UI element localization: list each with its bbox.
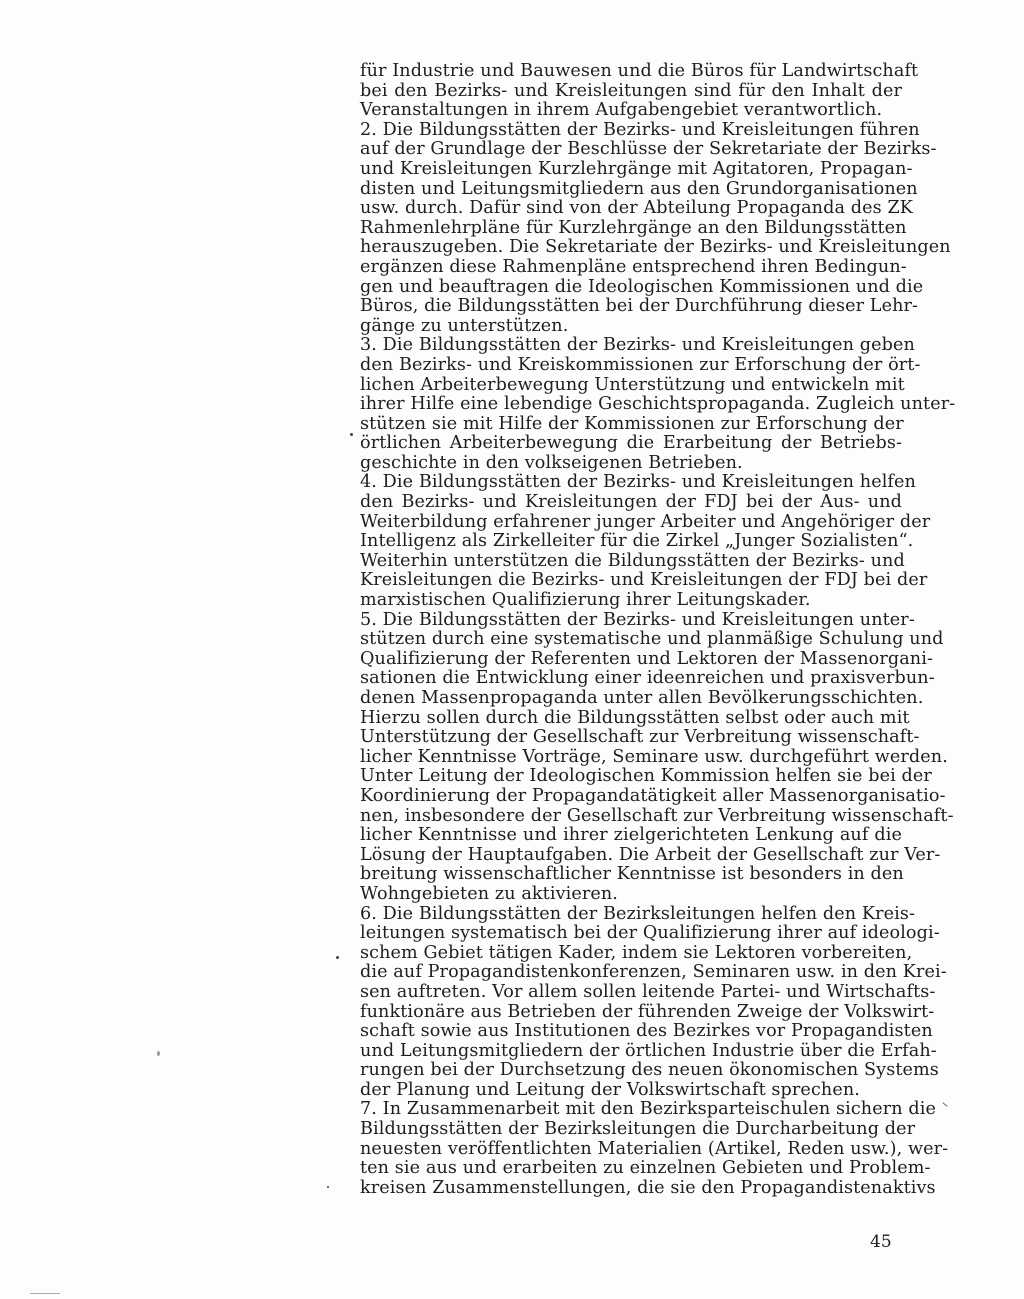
text-line: lichen Arbeiterbewegung Unterstützung und entwickeln mit [360, 374, 905, 395]
scan-mark [942, 1102, 947, 1107]
text-line: schem Gebiet tätigen Kader, indem sie Lektoren vorbereiten, [360, 942, 913, 963]
paragraph-item-5 [360, 609, 954, 905]
text-line: disten und Leitungsmitgliedern aus den Grundorganisationen [360, 178, 918, 199]
body-text [360, 61, 956, 1198]
text-line: bei den Bezirks- und Kreisleitungen sind für den Inhalt der [360, 80, 902, 101]
scan-speck [350, 433, 353, 436]
text-line: sationen die Entwicklung einer ideenreichen und praxisverbun- [360, 668, 935, 689]
text-line: funktionäre aus Betrieben der führenden Zweige der Volkswirt- [360, 1001, 935, 1022]
paragraph-item-7 [360, 1099, 949, 1198]
text-line: breitung wissenschaftlicher Kenntnisse ist besonders in den [360, 864, 904, 885]
page-number: 45 [870, 1232, 892, 1252]
text-line: Weiterhin unterstützen die Bildungsstätten der Bezirks- und [360, 550, 905, 571]
text-line: ihrer Hilfe eine lebendige Geschichtspropaganda. Zugleich unter- [360, 394, 956, 415]
text-line: den Bezirks- und Kreisleitungen der FDJ bei der Aus- und [360, 492, 902, 513]
text-line: geschichte in den volkseigenen Betrieben. [360, 452, 743, 473]
text-line: Hierzu sollen durch die Bildungsstätten selbst oder auch mit [360, 707, 910, 728]
text-line: licher Kenntnisse und ihrer zielgerichteten Lenkung auf die [360, 825, 902, 846]
text-line: leitungen systematisch bei der Qualifizierung ihrer auf ideologi- [360, 923, 940, 944]
text-line: den Bezirks- und Kreiskommissionen zur Erforschung der ört- [360, 354, 921, 375]
text-line: marxistischen Qualifizierung ihrer Leitungskader. [360, 590, 811, 611]
text-line: herauszugeben. Die Sekretariate der Bezirks- und Kreisleitungen [360, 237, 951, 258]
text-line: stützen sie mit Hilfe der Kommissionen zur Erforschung der [360, 413, 904, 434]
text-line: 7. In Zusammenarbeit mit den Bezirksparteischulen sichern die [360, 1099, 936, 1120]
scan-speck [336, 956, 339, 959]
text-line: 3. Die Bildungsstätten der Bezirks- und Kreisleitungen geben [360, 335, 915, 356]
text-line: usw. durch. Dafür sind von der Abteilung Propaganda des ZK [360, 198, 914, 219]
text-line: neuesten veröffentlichten Materialien (Artikel, Reden usw.), wer- [360, 1138, 949, 1159]
scan-mark [30, 1293, 60, 1294]
text-line: denen Massenpropaganda unter allen Bevölkerungsschichten. [360, 688, 924, 708]
text-line: 5. Die Bildungsstätten der Bezirks- und Kreisleitungen unter- [360, 609, 915, 630]
text-line: und Leitungsmitgliedern der örtlichen Industrie über die Erfah- [360, 1040, 937, 1061]
text-line: 2. Die Bildungsstätten der Bezirks- und Kreisleitungen führen [360, 119, 920, 140]
text-line: der Planung und Leitung der Volkswirtschaft sprechen. [360, 1079, 860, 1100]
text-line: Qualifizierung der Referenten und Lektoren der Massenorgani- [360, 648, 934, 669]
text-line: für Industrie und Bauwesen und die Büros für Landwirtschaft [360, 61, 919, 81]
paragraph-item-6 [360, 903, 947, 1101]
text-line: örtlichen Arbeiterbewegung die Erarbeitung der Betriebs- [360, 433, 902, 454]
text-line: 6. Die Bildungsstätten der Bezirksleitungen helfen den Kreis- [360, 903, 916, 924]
text-line: Rahmenlehrpläne für Kurzlehrgänge an den Bildungsstätten [360, 217, 907, 238]
text-line: ten sie aus und erarbeiten zu einzelnen Gebieten und Problem- [360, 1158, 931, 1179]
text-line: gen und beauftragen die Ideologischen Kommissionen und die [360, 276, 924, 297]
text-line: Weiterbildung erfahrener junger Arbeiter und Angehöriger der [360, 511, 931, 532]
scan-speck [157, 1051, 160, 1056]
paragraph-item-3 [360, 335, 956, 473]
text-line: Kreisleitungen die Bezirks- und Kreisleitungen der FDJ bei der [360, 570, 928, 591]
text-line: kreisen Zusammenstellungen, die sie den Propagandistenaktivs [360, 1177, 936, 1198]
text-line: nen, insbesondere der Gesellschaft zur Verbreitung wissenschaft- [360, 805, 954, 826]
paragraph-item-4 [360, 472, 931, 611]
text-line: Koordinierung der Propagandatätigkeit aller Massenorganisatio- [360, 785, 946, 806]
text-line: licher Kenntnisse Vorträge, Seminare usw. durchgeführt werden. [360, 746, 948, 767]
text-line: Veranstaltungen in ihrem Aufgabengebiet verantwortlich. [360, 100, 883, 121]
text-line: Unterstützung der Gesellschaft zur Verbreitung wissenschaft- [360, 727, 920, 748]
text-line: sen auftreten. Vor allem sollen leitende Partei- und Wirtschafts- [360, 981, 936, 1002]
paragraph-intro-continuation [360, 61, 919, 121]
text-line: ergänzen diese Rahmenpläne entsprechend ihren Bedingun- [360, 256, 907, 277]
text-line: Büros, die Bildungsstätten bei der Durchführung dieser Lehr- [360, 296, 919, 317]
text-line: Bildungsstätten der Bezirksleitungen die Durcharbeitung der [360, 1119, 916, 1140]
paragraph-item-2 [360, 119, 951, 337]
text-line: stützen durch eine systematische und planmäßige Schulung und [360, 629, 944, 650]
text-line: schaft sowie aus Institutionen des Bezirkes vor Propagandisten [360, 1021, 933, 1042]
scan-speck [327, 1186, 329, 1188]
text-line: gänge zu unterstützen. [360, 315, 569, 336]
text-line: Unter Leitung der Ideologischen Kommission helfen sie bei der [360, 766, 932, 787]
text-line: die auf Propagandistenkonferenzen, Seminaren usw. in den Krei- [360, 962, 947, 983]
text-line: 4. Die Bildungsstätten der Bezirks- und Kreisleitungen helfen [360, 472, 916, 493]
text-line: Intelligenz als Zirkelleiter für die Zirkel „Junger Sozialisten“. [360, 531, 914, 552]
text-line: Wohngebieten zu aktivieren. [360, 883, 618, 904]
text-line: rungen bei der Durchsetzung des neuen ökonomischen Systems [360, 1060, 939, 1081]
text-line: und Kreisleitungen Kurzlehrgänge mit Agitatoren, Propagan- [360, 158, 913, 179]
text-line: auf der Grundlage der Beschlüsse der Sekretariate der Bezirks- [360, 139, 937, 160]
text-line: Lösung der Hauptaufgaben. Die Arbeit der Gesellschaft zur Ver- [360, 844, 941, 865]
